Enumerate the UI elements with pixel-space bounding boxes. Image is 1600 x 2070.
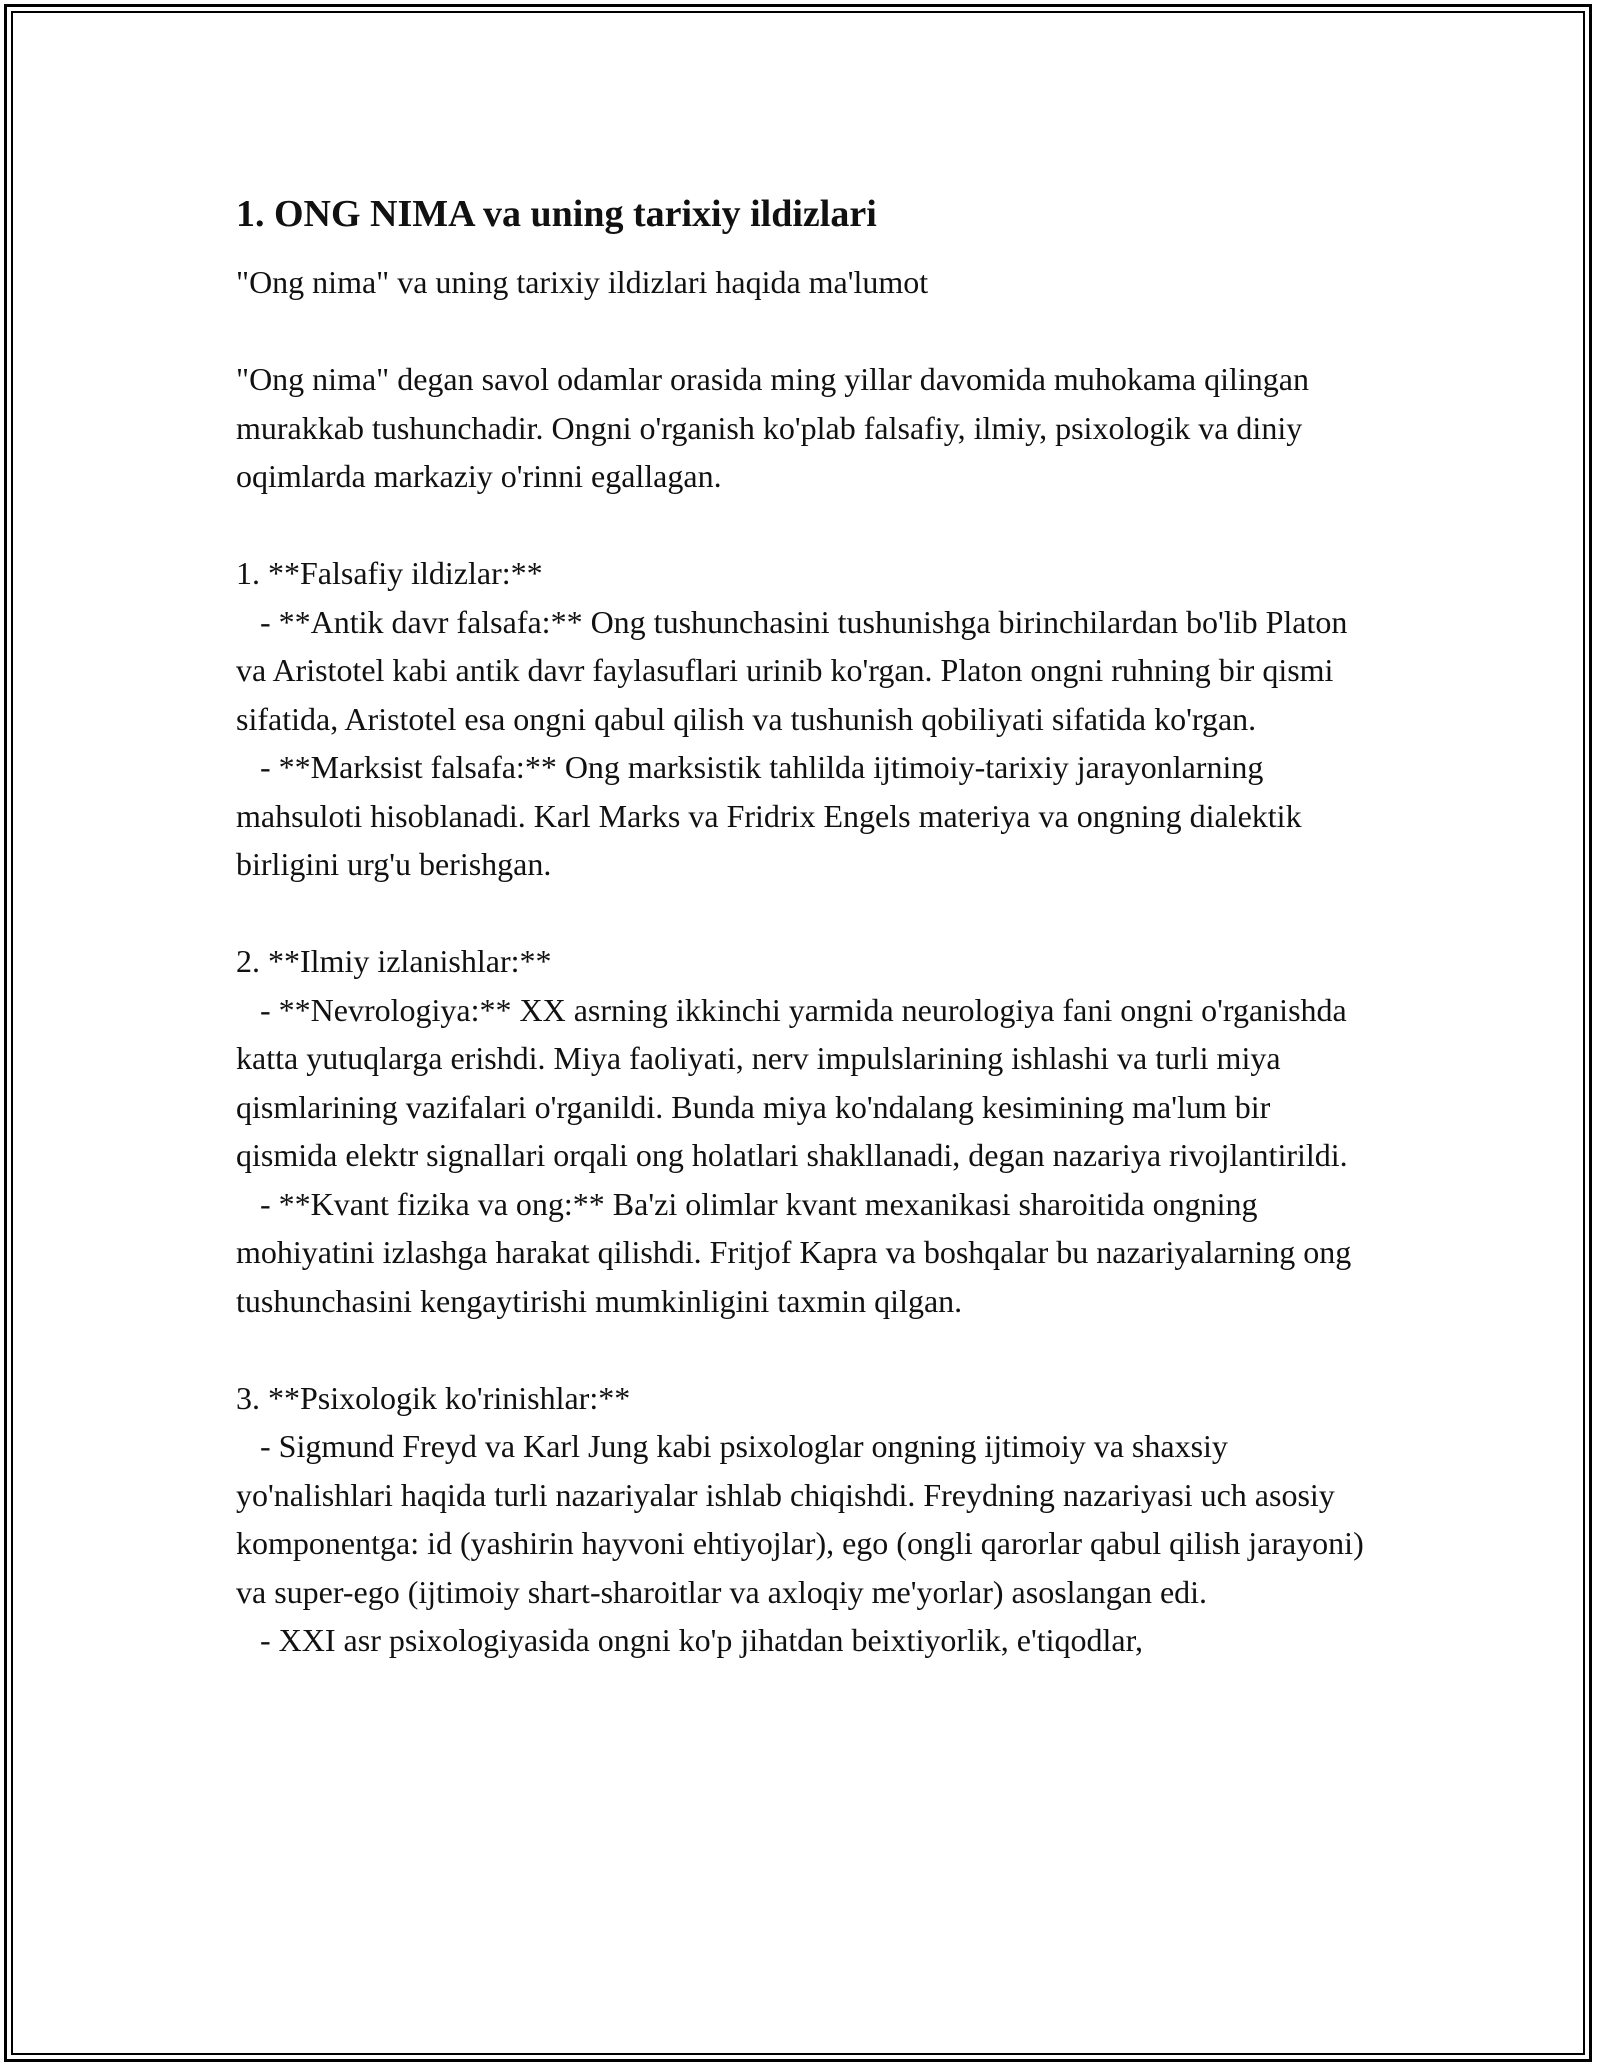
section-heading: 2. **Ilmiy izlanishlar:** <box>236 943 552 979</box>
section-heading: 3. **Psixologik ko'rinishlar:** <box>236 1379 631 1416</box>
section-item <box>236 598 1376 744</box>
section-item-text: - **Kvant fizika va ong:** Ba'zi olimlar kvant mexanikasi sharoitida ongning mohiyatini izlashga harakat qilishdi. Fritjof Kapra va boshqalar bu nazariyalarning ong tushunchasini kengaytirishi mumkinligini taxmin qilgan. <box>236 1185 1352 1319</box>
document-title: 1. ONG NIMA va uning tarixiy ildizlari <box>236 193 877 235</box>
section-item-text: - **Nevrologiya:** XX asrning ikkinchi yarmida neurologiya fani ongni o'rganishda katta yutuqlarga erishdi. Miya faoliyati, nerv impulslarining ishlashi va turli miya qismlarining vazifalari o'rganildi. Bunda miya ko'ndalang kesimining ma'lum bir qismida elektr signallari orqali ong holatlari shakllanadi, degan nazariya rivojlantirildi. <box>236 991 1348 1173</box>
intro-paragraph: "Ong nima" degan savol odamlar orasida ming yillar davomida muhokama qilingan murakkab tushunchadir. Ongni o'rganish ko'plab falsafiy, ilmiy, psixologik va diniy oqimlarda markaziy o'rinni egallagan. <box>236 361 1309 494</box>
document-body <box>236 180 1376 1665</box>
section-item <box>236 1616 1376 1665</box>
section-item-text: - **Marksist falsafa:** Ong marksistik tahlilda ijtimoiy-tarixiy jarayonlarning mahsuloti hisoblanadi. Karl Marks va Fridrix Engels materiya va ongning dialektik birligini urg'u berishgan. <box>236 749 1302 882</box>
section-item-text: - XXI asr psixologiyasida ongni ko'p jihatdan beixtiyorlik, e'tiqodlar, <box>260 1622 1143 1658</box>
section-item-text: - Sigmund Freyd va Karl Jung kabi psixologlar ongning ijtimoiy va shaxsiy yo'nalishlari haqida turli nazariyalar ishlab chiqishdi. Freydning nazariyasi uch asosiy komponentga: id (yashirin hayvoni ehtiyojlar), ego (ongli qarorlar qabul qilish jarayoni) va super-ego (ijtimoiy shart-sharoitlar va axloqiy me'yorlar) asoslangan edi. <box>236 1428 1364 1610</box>
section-item-text: - **Antik davr falsafa:** Ong tushunchasini tushunishga birinchilardan bo'lib Platon va Aristotel kabi antik davr faylasuflari urinib ko'rgan. Platon ongni ruhning bir qismi sifatida, Aristotel esa ongni qabul qilish va tushunish qobiliyati sifatida ko'rgan. <box>236 603 1348 737</box>
section-item <box>236 986 1376 1180</box>
blank-line <box>236 889 1376 938</box>
blank-line <box>236 307 1376 356</box>
section-heading: 1. **Falsafiy ildizlar:** <box>236 555 543 591</box>
document-subtitle: "Ong nima" va uning tarixiy ildizlari haqida ma'lumot <box>236 264 929 300</box>
section-item <box>236 1422 1376 1616</box>
section-item <box>236 1180 1376 1326</box>
blank-line <box>236 501 1376 550</box>
section-item <box>236 743 1376 889</box>
blank-line <box>236 1325 1376 1374</box>
